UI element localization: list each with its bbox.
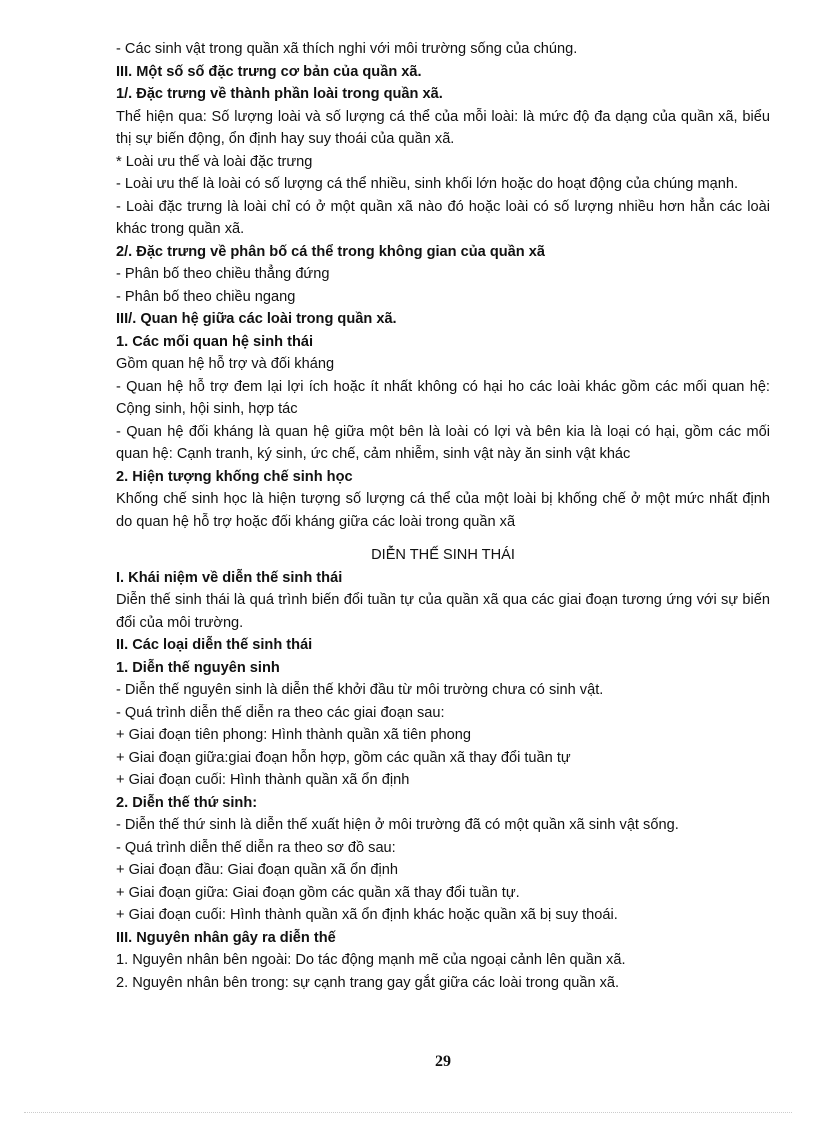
text-line: Gồm quan hệ hỗ trợ và đối kháng: [116, 356, 335, 372]
paragraph: - Loài đặc trưng là loài chỉ có ở một quần xã nào đó hoặc loài có số lượng nhiều hơn hẳn các loài khác trong quần xã.: [116, 198, 770, 237]
text-line: - Quá trình diễn thế diễn ra theo các giai đoạn sau:: [116, 704, 445, 721]
subsection-heading: 1. Các mối quan hệ sinh thái: [116, 333, 314, 350]
paragraph: - Quan hệ hỗ trợ đem lại lợi ích hoặc ít nhất không có hại ho các loài khác gồm các mối quan hệ: Cộng sinh, hội sinh, hợp tác: [116, 378, 770, 417]
subsection-heading: 1/. Đặc trưng về thành phần loài trong quần xã.: [116, 86, 443, 102]
section-heading: III. Nguyên nhân gây ra diễn thế: [116, 929, 336, 946]
text-line: + Giai đoạn cuối: Hình thành quần xã ổn định khác hoặc quần xã bị suy thoái.: [116, 907, 618, 923]
text-line: 1. Nguyên nhân bên ngoài: Do tác động mạnh mẽ của ngoại cảnh lên quần xã.: [116, 952, 626, 968]
text-line: * Loài ưu thế và loài đặc trưng: [116, 153, 313, 170]
text-line: + Giai đoạn tiên phong: Hình thành quần xã tiên phong: [116, 727, 471, 743]
paragraph: - Loài ưu thế là loài có số lượng cá thể nhiều, sinh khối lớn hoặc do hoạt động của chúng mạnh.: [116, 176, 739, 192]
text-line: + Giai đoạn giữa: Giai đoạn gồm các quần xã thay đổi tuần tự.: [116, 884, 520, 901]
text-line: - Các sinh vật trong quần xã thích nghi với môi trường sống của chúng.: [116, 41, 578, 57]
text-line: - Diễn thế thứ sinh là diễn thế xuất hiện ở môi trường đã có một quần xã sinh vật sống.: [116, 817, 679, 833]
paragraph: Diễn thế sinh thái là quá trình biến đổi tuần tự của quần xã qua các giai đoạn tương ứng với sự biến đổi của môi trường.: [116, 592, 770, 631]
subsection-heading: 1. Diễn thế nguyên sinh: [116, 659, 280, 676]
footer-divider: [24, 1112, 792, 1113]
section-heading: III. Một số số đặc trưng cơ bản của quần xã.: [116, 63, 422, 80]
page-number: 29: [435, 1053, 451, 1070]
subsection-heading: 2. Diễn thế thứ sinh:: [116, 794, 258, 811]
chapter-title: DIỄN THẾ SINH THÁI: [371, 547, 515, 563]
document-body: [116, 38, 770, 994]
paragraph: - Quan hệ đối kháng là quan hệ giữa một bên là loài có lợi và bên kia là loại có hại, gồm các mối quan hệ: Cạnh tranh, ký sinh, ức chế, cảm nhiễm, sinh vật này ăn sinh vật khác: [116, 423, 770, 462]
text-line: - Quá trình diễn thế diễn ra theo sơ đồ sau:: [116, 839, 396, 856]
subsection-heading: 2/. Đặc trưng về phân bố cá thể trong không gian của quần xã: [116, 243, 545, 260]
paragraph: Thể hiện qua: Số lượng loài và số lượng cá thể của mỗi loài: là mức độ đa dạng của quần xã, biểu thị sự biến động, ổn định hay suy thoái của quần xã.: [116, 108, 770, 147]
spacer: [116, 533, 770, 544]
text-line: - Phân bố theo chiều ngang: [116, 288, 296, 305]
text-line: - Phân bố theo chiều thẳng đứng: [116, 266, 330, 282]
text-line: + Giai đoạn cuối: Hình thành quần xã ổn định: [116, 772, 410, 788]
text-line: 2. Nguyên nhân bên trong: sự cạnh trang gay gắt giữa các loài trong quần xã.: [116, 974, 620, 991]
subsection-heading: 2. Hiện tượng khống chế sinh học: [116, 468, 353, 485]
paragraph: Khống chế sinh học là hiện tượng số lượng cá thể của một loài bị khống chế ở một mức nhất định do quan hệ hỗ trợ hoặc đối kháng giữa các loài trong quần xã: [116, 491, 770, 530]
text-line: - Diễn thế nguyên sinh là diễn thế khởi đầu từ môi trường chưa có sinh vật.: [116, 682, 604, 698]
section-heading: I. Khái niệm về diễn thế sinh thái: [116, 569, 343, 586]
text-line: + Giai đoạn giữa:giai đoạn hỗn hợp, gồm các quần xã thay đổi tuần tự: [116, 749, 571, 766]
text-line: + Giai đoạn đầu: Giai đoạn quần xã ổn định: [116, 862, 398, 878]
section-heading: II. Các loại diễn thế sinh thái: [116, 637, 313, 653]
section-heading: III/. Quan hệ giữa các loài trong quần xã.: [116, 311, 397, 327]
